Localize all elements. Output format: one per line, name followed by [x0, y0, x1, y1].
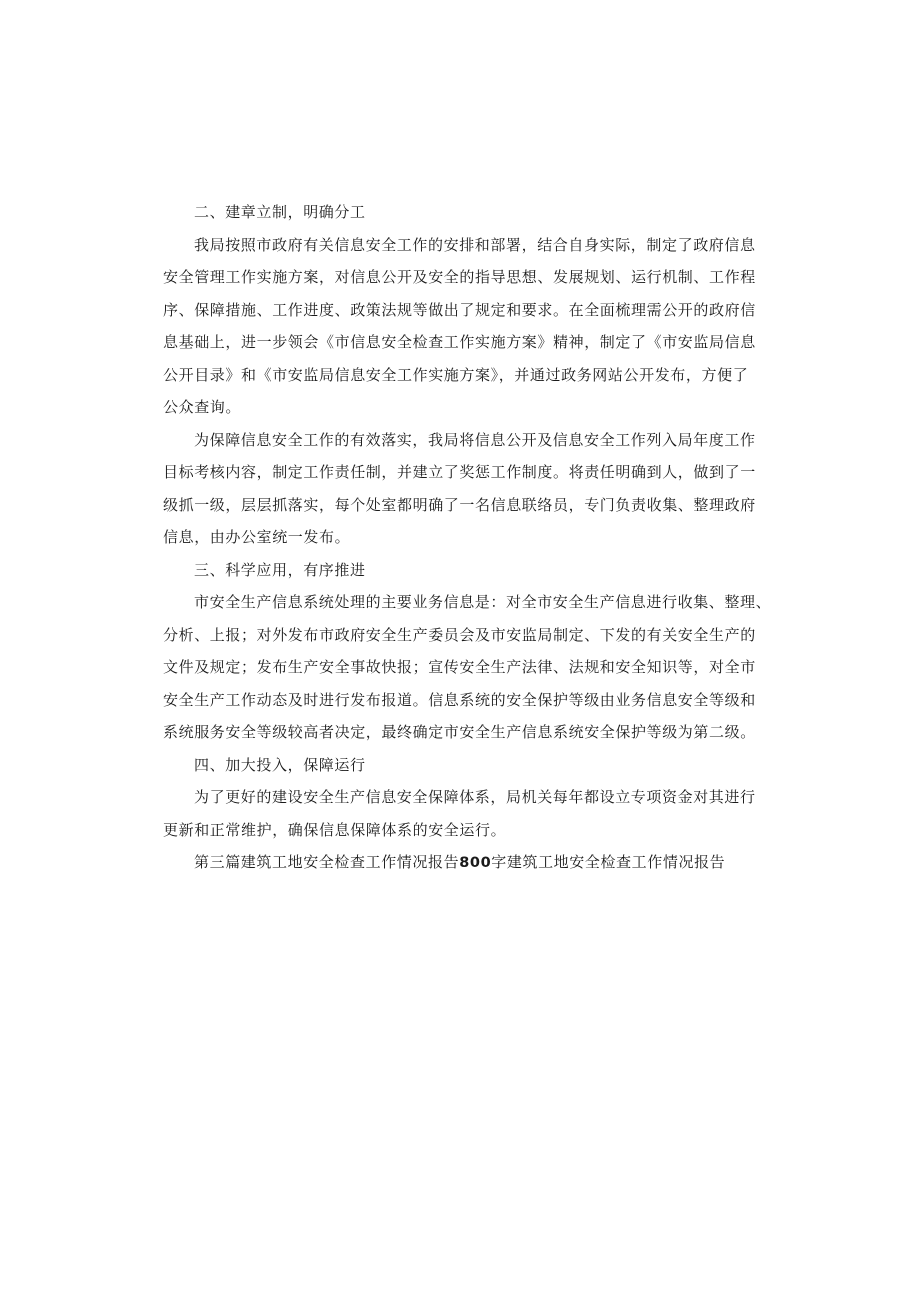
- next-title-number: 800: [459, 855, 492, 871]
- paragraph-line: 序、保障措施、工作进度、政策法规等做出了规定和要求。在全面梳理需公开的政府信: [163, 300, 756, 319]
- paragraph-line: 为保障信息安全工作的有效落实，我局将信息公开及信息安全工作列入局年度工作: [194, 430, 756, 449]
- next-article-title: [163, 846, 759, 879]
- paragraph-line: 公开目录》和《市安监局信息安全工作实施方案》，并通过政务网站公开发布，方便了: [163, 365, 749, 384]
- paragraph-line: 我局按照市政府有关信息安全工作的安排和部署，结合自身实际，制定了政府信息: [194, 235, 756, 254]
- section-heading-3: 三、科学应用，有序推进: [194, 560, 366, 579]
- document-body: [163, 196, 772, 879]
- paragraph-3: [163, 586, 772, 749]
- next-title-suffix: 字建筑工地安全检查工作情况报告: [491, 853, 726, 871]
- paragraph-2: [163, 424, 759, 554]
- section-heading-2: 二、建章立制，明确分工: [194, 203, 366, 221]
- paragraph-4: [163, 781, 759, 846]
- section-heading-4: 四、加大投入，保障运行: [194, 755, 366, 774]
- paragraph-line: 级抓一级，层层抓落实，每个处室都明确了一名信息联络员，专门负责收集、整理政府: [163, 495, 756, 514]
- paragraph-line: 文件及规定；发布生产安全事故快报；宣传安全生产法律、法规和安全知识等，对全市: [163, 658, 756, 676]
- paragraph-line: 为了更好的建设安全生产信息安全保障体系，局机关每年都设立专项资金对其进行: [194, 788, 756, 806]
- paragraph-line: 息基础上，进一步领会《市信息安全检查工作实施方案》精神，制定了《市安监局信息: [163, 333, 756, 351]
- paragraph-line: 安全生产工作动态及时进行发布报道。信息系统的安全保护等级由业务信息安全等级和: [163, 690, 756, 709]
- paragraph-line: 分析、上报；对外发布市政府安全生产委员会及市安监局制定、下发的有关安全生产的: [163, 625, 756, 644]
- paragraph-line: 公众查询。: [163, 398, 242, 416]
- paragraph-line: 信息，由办公室统一发布。: [163, 528, 351, 546]
- paragraph-line: 更新和正常维护，确保信息保障体系的安全运行。: [163, 820, 507, 839]
- paragraph-line: 市安全生产信息系统处理的主要业务信息是：对全市安全生产信息进行收集、整理、: [194, 593, 772, 611]
- paragraph-line: 目标考核内容，制定工作责任制，并建立了奖惩工作制度。将责任明确到人，做到了一: [163, 463, 756, 481]
- paragraph-line: 安全管理工作实施方案，对信息公开及安全的指导思想、发展规划、运行机制、工作程: [163, 268, 756, 286]
- paragraph-line: 系统服务安全等级较高者决定，最终确定市安全生产信息系统安全保护等级为第二级。: [163, 723, 756, 741]
- paragraph-1: [163, 229, 759, 424]
- next-title-prefix: 第三篇建筑工地安全检查工作情况报告: [194, 853, 460, 871]
